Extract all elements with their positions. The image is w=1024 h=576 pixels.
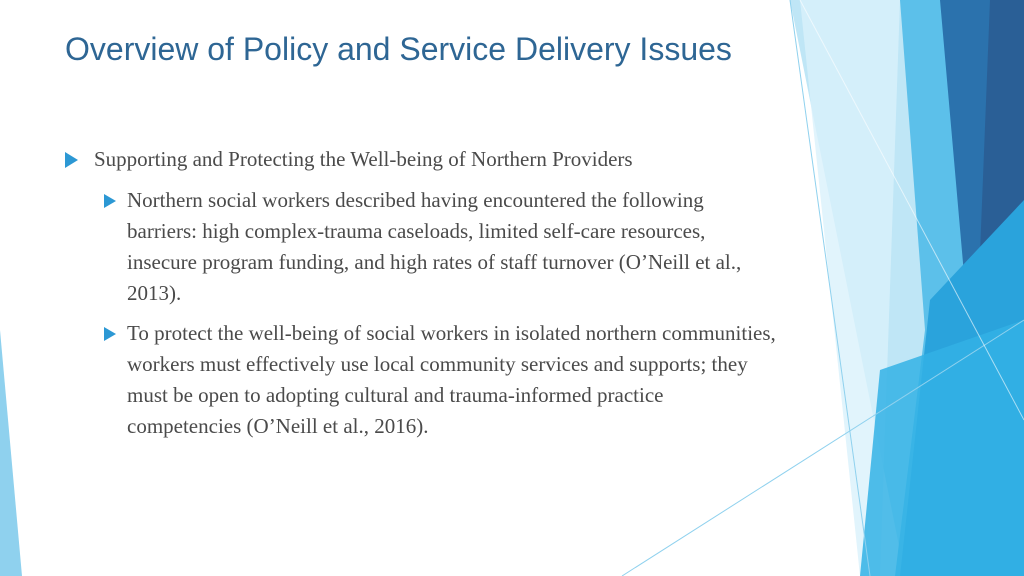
- slide-title: Overview of Policy and Service Delivery Issues: [65, 31, 732, 67]
- triangle-bullet-icon: [104, 194, 116, 208]
- left-accent-shape: [0, 330, 22, 576]
- bullet-level2-text: To protect the well-being of social workers in isolated northern communities, workers must effectively use local community services and supports; they must be open to adopting cultural and trauma-informed practice competencies (O’Neill et al., 2016).: [127, 321, 776, 438]
- bullet-level1-text: Supporting and Protecting the Well-being of Northern Providers: [94, 147, 633, 171]
- triangle-bullet-icon: [104, 327, 116, 341]
- bullet-level2-text: Northern social workers described having encountered the following barriers: high complex-trauma caseloads, limited self-care resources, insecure program funding, and high rates of staff turnover (O’Neill et al., 2013).: [127, 188, 742, 305]
- triangle-bullet-icon: [65, 152, 78, 168]
